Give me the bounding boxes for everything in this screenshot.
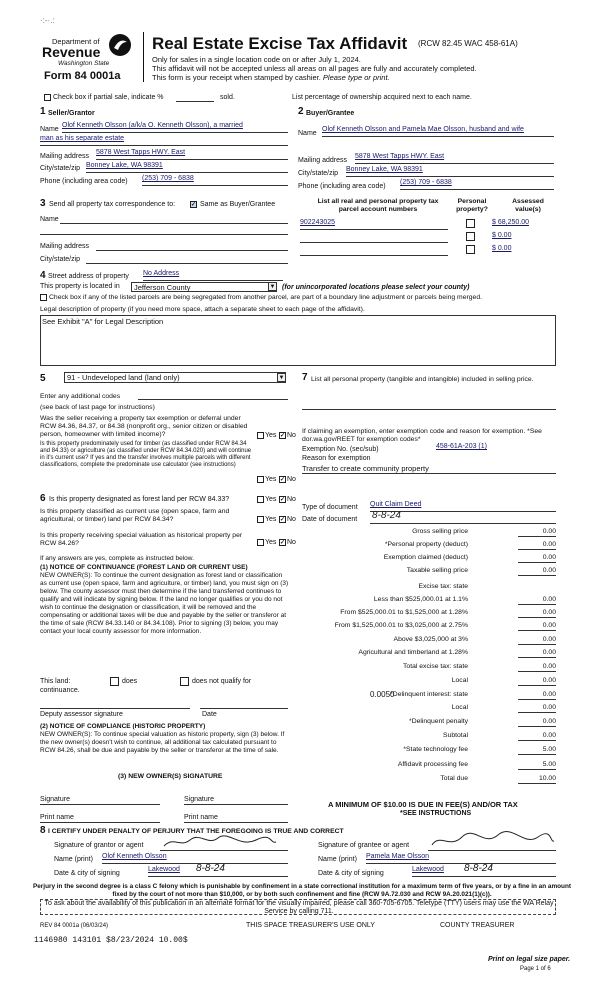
s1-city[interactable]: Bonney Lake, WA 98391	[86, 162, 163, 169]
county-select[interactable]: Jefferson County	[131, 282, 277, 292]
s1-phone-label: Phone (including area code)	[40, 178, 128, 185]
grantee-city[interactable]: Lakewood	[412, 866, 444, 873]
s3-city-label: City/state/zip	[40, 256, 81, 263]
s8-cert: I CERTIFY UNDER PENALTY OF PERJURY THAT THE FOREGOING IS TRUE AND CORRECT	[48, 828, 344, 835]
legal-description-text: See Exhibit "A" for Legal Description	[42, 317, 164, 326]
s6-q3: Is this property receiving special valuation as historical property per RCW 84.26?	[40, 532, 243, 547]
tax-row-11-label: Local	[451, 677, 468, 684]
s5-q2-no[interactable]: ✓	[280, 477, 286, 483]
see-instructions: *SEE INSTRUCTIONS	[400, 810, 472, 817]
tax-row-8-value[interactable]: 0.00	[518, 636, 556, 645]
s2-phone[interactable]: (253) 709 - 6838	[400, 179, 452, 186]
tax-row-14-label: *Delinquent penalty	[409, 718, 468, 725]
s7-exemption-text: If claiming an exemption, enter exemption code and reason for exemption. *See dor.wa.gov/REET for exemption codes*	[302, 428, 542, 443]
s1-title: Seller/Grantor	[48, 110, 95, 117]
deputy-date-label: Date	[202, 711, 217, 718]
parcels-header-2: Personal property?	[456, 198, 488, 214]
tax-row-13-label: Local	[451, 704, 468, 711]
form-number: Form 84 0001a	[44, 70, 121, 82]
s6-q1-yes[interactable]	[257, 496, 264, 503]
s5-q1: Was the seller receiving a property tax exemption or deferral under RCW 84.36, 84.37, or 84.38 (nonprofit org., senior citizen or disabled person, homeowner with limited income)?	[40, 415, 248, 438]
tax-row-9-label: Agricultural and timberland at 1.28%	[358, 649, 468, 656]
s3-same-label: Same as Buyer/Grantee	[200, 201, 276, 208]
state-label: Washington State	[58, 60, 110, 67]
ownership-pct-note: List percentage of ownership acquired next to each name.	[292, 94, 472, 101]
land-does-checkbox[interactable]	[110, 677, 119, 686]
s6-n1-title: (1) NOTICE OF CONTINUANCE (FOREST LAND OR CURRENT USE)	[40, 564, 248, 571]
s2-phone-label: Phone (including area code)	[298, 183, 386, 190]
tax-row-3-label: Taxable selling price	[406, 567, 468, 574]
parcel-row-0-number[interactable]: 902243025	[300, 219, 336, 226]
tax-row-16-label: *State technology fee	[403, 746, 468, 753]
rev-code: REV 84 0001a (06/03/24)	[40, 923, 109, 929]
tax-row-2-label: Exemption claimed (deduct)	[383, 554, 468, 561]
tax-row-7-value[interactable]: 0.00	[518, 622, 556, 631]
partial-sale-checkbox[interactable]	[44, 94, 51, 101]
s5-codes-2: (see back of last page for instructions)	[40, 404, 155, 411]
tax-row-18-label: Total due	[440, 775, 468, 782]
form-title: Real Estate Excise Tax Affidavit	[152, 34, 408, 53]
tax-row-10-value[interactable]: 0.00	[518, 663, 556, 672]
grantor-date[interactable]: 8-8-24	[196, 863, 225, 874]
s3-same-checkbox[interactable]: ✓	[191, 202, 197, 208]
local-rate: 0.0050	[370, 690, 395, 699]
s6-q3-no[interactable]: ✓	[280, 540, 286, 546]
s4-street[interactable]: No Address	[143, 270, 180, 277]
parcel-row-0-value[interactable]: $ 68,250.00	[492, 219, 529, 226]
tax-row-16-value[interactable]: 5.00	[518, 746, 556, 755]
parcel-row-1-value[interactable]: $ 0.00	[492, 232, 512, 239]
segregation-checkbox[interactable]	[40, 294, 47, 301]
s6-num: 6	[40, 493, 46, 504]
s7-text: List all personal property (tangible and intangible) included in selling price.	[311, 376, 534, 383]
tax-row-7-label: From $1,525,000.01 to $3,025,000 at 2.75%	[334, 622, 468, 629]
tax-row-12-label: *Delinquent interest: state	[390, 691, 468, 698]
grantor-city[interactable]: Lakewood	[148, 866, 180, 873]
s3-mail-label: Mailing address	[40, 243, 90, 250]
tax-row-1-label: *Personal property (deduct)	[384, 541, 468, 548]
tax-row-17-label: Affidavit processing fee	[397, 761, 468, 768]
tax-row-12-value[interactable]: 0.00	[518, 691, 556, 700]
scan-mark: ·:-·.:	[40, 16, 55, 25]
tax-row-6-value[interactable]: 0.00	[518, 609, 556, 618]
s5-num: 5	[40, 373, 46, 384]
alt-format-notice: To ask about the availability of this publication in an alternate format for the visually impaired, please call 360-705-6705. Teletype (TTY) users may use the WA Relay Service by calling 711.	[44, 900, 554, 915]
land-does-not-checkbox[interactable]	[180, 677, 189, 686]
s2-num: 2	[298, 106, 304, 117]
s5-codes-1: Enter any additional codes	[40, 393, 121, 400]
header-line-1: Only for sales in a single location code on or after July 1, 2024.	[152, 55, 361, 64]
grantee-date[interactable]: 8-8-24	[464, 863, 493, 874]
s6-land-label: This land:	[40, 678, 71, 685]
tax-row-2-value[interactable]: 0.00	[518, 554, 556, 563]
grantor-print-name[interactable]: Olof Kenneth Olsson	[102, 853, 167, 860]
s7-exm-no[interactable]: 458-61A-203 (1)	[436, 443, 487, 450]
property-use-select[interactable]: 91 - Undeveloped land (land only)	[64, 372, 286, 383]
tax-row-4-label: Excise tax: state	[418, 583, 468, 590]
s1-name-2[interactable]: man as his separate estate	[40, 135, 125, 142]
s2-city[interactable]: Bonney Lake, WA 98391	[346, 166, 423, 173]
parcels-header-3: Assessed value(s)	[512, 198, 544, 214]
tax-row-15-value[interactable]: 0.00	[518, 732, 556, 741]
s1-name-label: Name	[40, 126, 59, 133]
s1-mail[interactable]: 5878 West Tapps HWY. East	[96, 149, 186, 156]
s5-q2: Is this property predominately used for timber (as classified under RCW 84.34 and 84.33) or agriculture (as classified under RCW 84.34.020) and will continue in it's current use? If yes and the transfer involves multiple parcels with different classifications, complete the predominate use calculator (see instructions)	[40, 441, 252, 468]
county-treasurer: COUNTY TREASURER	[440, 922, 515, 929]
s6-q2-no[interactable]: ✓	[280, 517, 286, 523]
s4-num: 4	[40, 270, 46, 281]
receipt-stamp: 1146980 143101 $8/23/2024 10.00$	[34, 936, 188, 945]
tax-row-0-label: Gross selling price	[412, 528, 468, 535]
revenue-logo-icon	[108, 33, 132, 57]
s2-mail[interactable]: 5878 West Tapps HWY. East	[355, 153, 445, 160]
s1-phone[interactable]: (253) 709 - 6838	[142, 175, 194, 182]
s6-n2-title: (2) NOTICE OF COMPLIANCE (HISTORIC PROPERTY)	[40, 723, 206, 730]
parcel-row-2-value[interactable]: $ 0.00	[492, 245, 512, 252]
legal-paper-note: Print on legal size paper.	[488, 956, 571, 963]
s7-doc-date[interactable]: 8-8-24	[372, 510, 401, 521]
s6-q1: Is this property designated as forest land per RCW 84.33?	[49, 496, 230, 503]
tax-row-0-value[interactable]: 0.00	[518, 528, 556, 537]
partial-pct-line	[176, 101, 214, 102]
s4-legal-label: Legal description of property (if you need more space, attach a separate sheet to each page of the affidavit).	[40, 306, 365, 313]
s2-name-1[interactable]: Olof Kenneth Olsson and Pamela Mae Olsson, husband and wife	[322, 126, 524, 133]
tax-row-9-value[interactable]: 0.00	[518, 649, 556, 658]
tax-row-1-value[interactable]: 0.00	[518, 541, 556, 550]
revenue-wordmark: Revenue	[42, 44, 101, 60]
s6-q2: Is this property classified as current use (open space, farm and agricultural, or timber) land per RCW 84.34?	[40, 508, 230, 523]
tax-row-5-value[interactable]: 0.00	[518, 596, 556, 605]
tax-row-8-label: Above $3,025,000 at 3%	[393, 636, 468, 643]
s1-mail-label: Mailing address	[40, 153, 90, 160]
tax-row-3-value[interactable]: 0.00	[518, 567, 556, 576]
parcel-row-1-personal-checkbox[interactable]	[466, 232, 475, 241]
grantor-signature-icon[interactable]	[160, 834, 280, 850]
treasurer-use: THIS SPACE TREASURER'S USE ONLY	[246, 922, 375, 929]
header-line-3: This form is your receipt when stamped by cashier. Please type or print.	[152, 73, 390, 82]
dept-label: Department of	[52, 37, 100, 46]
tax-row-6-label: From $525,000.01 to $1,525,000 at 1.28%	[340, 609, 468, 616]
s1-num: 1	[40, 106, 46, 117]
page-number: Page 1 of 6	[520, 966, 551, 972]
s4-street-label: Street address of property	[48, 273, 129, 280]
s3-num: 3	[40, 198, 46, 209]
s7-doc-type[interactable]: Quit Claim Deed	[370, 501, 422, 508]
grantee-print-name[interactable]: Pamela Mae Olsson	[366, 853, 430, 860]
header-divider	[143, 32, 144, 82]
perjury-notice: Perjury in the second degree is a class C felony which is punishable by confinement in a state correctional institution for a maximum term of five years, or by a fine in an amount fixed by the court of not more than $10,000, or by both such confinement and fine (RCW 9A.72.030 and RCW 9A.20.021(1)(c)).	[32, 883, 571, 898]
parcels-header-1: List all real and personal property tax parcel account numbers	[317, 198, 439, 214]
minimum-due-notice: A MINIMUM OF $10.00 IS DUE IN FEE(S) AND/OR TAX	[328, 800, 518, 809]
s7-reason[interactable]: Transfer to create community property	[302, 464, 429, 473]
s3-text: Send all property tax correspondence to:	[49, 201, 176, 208]
s1-name-1[interactable]: Olof Kenneth Olsson (a/k/a O. Kenneth Olsson), a married	[62, 122, 243, 129]
s7-doc-type-label: Type of document	[302, 504, 358, 511]
s2-name-label: Name	[298, 130, 317, 137]
tax-row-17-value[interactable]: 5.00	[518, 761, 556, 770]
s2-title: Buyer/Grantee	[306, 110, 355, 117]
s6-q3-yes[interactable]	[257, 539, 264, 546]
partial-sold-label: sold.	[220, 94, 235, 101]
s6-n3-title: (3) NEW OWNER(S) SIGNATURE	[118, 773, 223, 780]
tax-row-15-label: Subtotal	[443, 732, 468, 739]
header-line-2: This affidavit will not be accepted unless all areas on all pages are fully and accurately completed.	[152, 64, 477, 73]
county-dropdown-icon[interactable]: ▼	[269, 284, 276, 290]
s7-doc-date-label: Date of document	[302, 516, 358, 523]
parcel-row-2-personal-checkbox[interactable]	[466, 245, 475, 254]
s2-city-label: City/state/zip	[298, 170, 339, 177]
s3-name-label: Name	[40, 216, 59, 223]
s6-n2-text: NEW OWNER(S): To continue special valuation as historic property, sign (3) below. If the new owner(s) doesn't wish to continue, all additional tax calculated pursuant to RCW 84.26, shall be due and payable by the seller or transferor at the time of sale.	[40, 731, 285, 754]
s4-seg-text: Check box if any of the listed parcels are being segregated from another parcel, are part of a boundary line adjustment or parcels being merged.	[49, 294, 482, 301]
s5-q1-no[interactable]: ✓	[280, 433, 286, 439]
s6-note: If any answers are yes, complete as instructed below.	[40, 555, 194, 562]
tax-row-11-value[interactable]: 0.00	[518, 677, 556, 686]
parcel-row-0-personal-checkbox[interactable]	[466, 219, 475, 228]
s1-city-label: City/state/zip	[40, 165, 81, 172]
tax-row-10-label: Total excise tax: state	[403, 663, 468, 670]
s2-mail-label: Mailing address	[298, 157, 348, 164]
tax-row-13-value[interactable]: 0.00	[518, 704, 556, 713]
s7-num: 7	[302, 372, 308, 383]
s8-num: 8	[40, 825, 46, 836]
form-rcw: (RCW 82.45 WAC 458-61A)	[418, 39, 518, 48]
s7-reason-label: Reason for exemption	[302, 455, 371, 462]
s7-exm-no-label: Exemption No. (sec/sub)	[302, 446, 379, 453]
s6-n1-text: NEW OWNER(S): To continue the current designation as forest land or classification as current use (open space, farm and agriculture, or timber) land, you must sign on (3) below. The county assessor must then determine if the land transferred continues to qualify and will indicate by signing below. If the land no longer qualifies or you do not wish to continue the designation or classification, it will be removed and the compensating or additional taxes will be due and payable by the seller or transferor at the time of sale (RCW 84.33.140 or 84.34.108). Prior to signing (3) below, you may contact your local county assessor for more information.	[40, 572, 289, 635]
tax-row-14-value[interactable]: 0.00	[518, 718, 556, 727]
grantee-signature-icon[interactable]	[428, 831, 556, 851]
use-dropdown-icon[interactable]: ▼	[278, 375, 285, 381]
s4-loc-note: (for unincorporated locations please select your county)	[282, 284, 470, 291]
s5-q2-yes[interactable]	[257, 476, 264, 483]
s6-q2-yes[interactable]	[257, 516, 264, 523]
deputy-assessor-label: Deputy assessor signature	[40, 711, 123, 718]
s4-loc-label: This property is located in	[40, 283, 120, 290]
tax-row-5-label: Less than $525,000.01 at 1.1%	[373, 596, 468, 603]
tax-row-18-value[interactable]: 10.00	[518, 775, 556, 784]
s6-q1-no[interactable]: ✓	[280, 497, 286, 503]
s5-q1-yes[interactable]	[257, 432, 264, 439]
partial-sale-label: Check box if partial sale, indicate %	[53, 94, 164, 101]
